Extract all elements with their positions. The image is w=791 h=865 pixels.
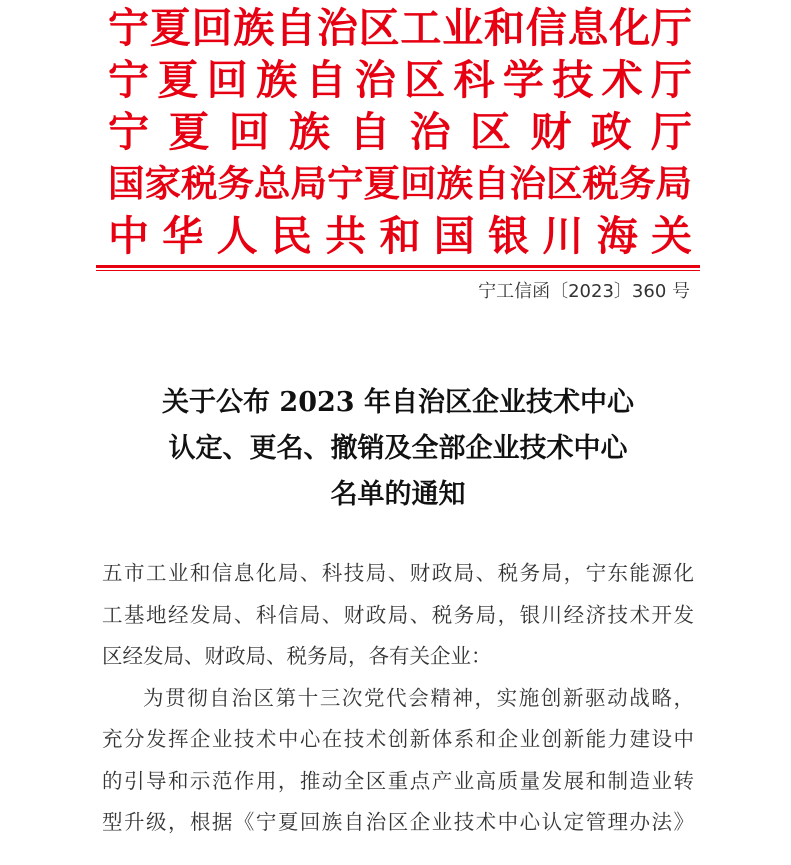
paragraph-line: 充分发挥企业技术中心在技术创新体系和企业创新能力建设中	[102, 727, 694, 751]
document-title	[100, 380, 696, 518]
document-body	[102, 553, 694, 844]
addressee-line: 工基地经发局、科信局、财政局、税务局，银川经济技术开发	[102, 602, 694, 627]
red-separator-thick	[96, 265, 700, 268]
title-line: 认定、更名、撤销及全部企业技术中心	[168, 433, 628, 464]
issuer-science-technology-department: 宁夏回族自治区科学技术厅	[108, 56, 701, 104]
issuer-yinchuan-customs: 中华人民共和国银川海关	[108, 212, 706, 260]
addressee-line: 五市工业和信息化局、科技局、财政局、税务局，宁东能源化	[102, 561, 694, 585]
title-line: 关于公布 2023 年自治区企业技术中心	[162, 387, 634, 418]
document-number: 宁工信函〔2023〕360 号	[478, 281, 690, 302]
red-separator-thin	[96, 270, 700, 271]
paragraph-line: 的引导和示范作用，推动全区重点产业高质量发展和制造业转	[102, 768, 694, 793]
title-line: 名单的通知	[330, 479, 466, 510]
paragraph-line: 型升级，根据《宁夏回族自治区企业技术中心认定管理办法》	[102, 810, 694, 834]
addressee-line: 区经发局、财政局、税务局，各有关企业：	[102, 644, 492, 668]
issuer-finance-department: 宁夏回族自治区财政厅	[108, 108, 712, 156]
issuer-tax-bureau: 国家税务总局宁夏回族自治区税务局	[108, 162, 692, 205]
red-header-masthead	[108, 2, 712, 262]
paragraph-line: 为贯彻自治区第十三次党代会精神，实施创新驱动战略，	[143, 685, 694, 710]
issuer-industry-it-department: 宁夏回族自治区工业和信息化厅	[108, 4, 693, 52]
